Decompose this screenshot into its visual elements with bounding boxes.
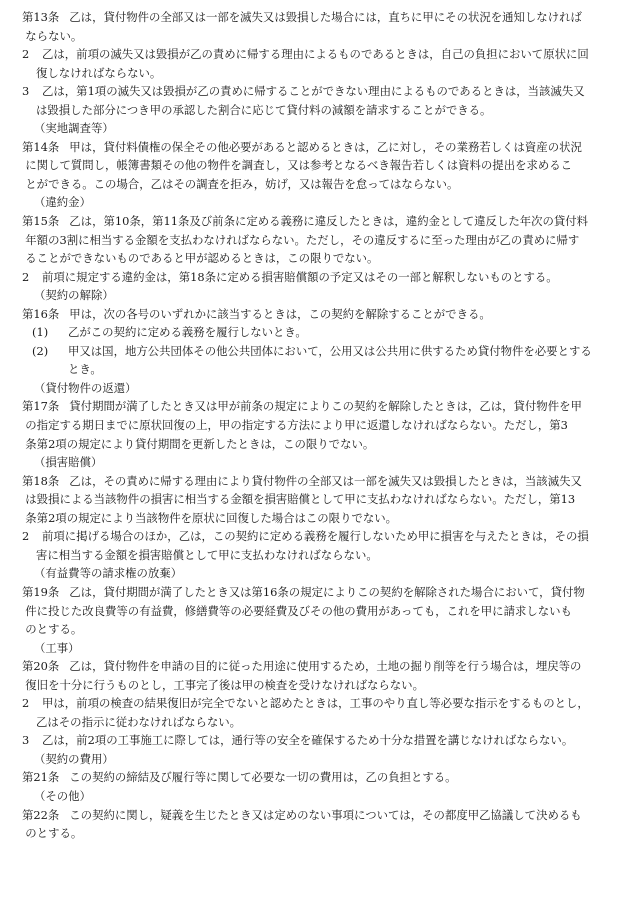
article-number: 第21条 — [22, 770, 60, 785]
paragraph — [22, 268, 610, 287]
text-line: 年額の3割に相当する金額を支払わなければならない。ただし，その違反するに至った理由が乙の責めに帰す — [25, 232, 580, 247]
text-line: は毀損による当該物件の損害に相当する金額を損害賠償として甲に支払わなければならない。ただし，第13 — [25, 492, 576, 507]
text-line: この契約の締結及び履行等に関して必要な一切の費用は，乙の負担とする。 — [69, 770, 457, 785]
article-main — [22, 305, 610, 324]
text-line: 乙は，第1項の滅失又は毀損が乙の責めに帰することができない理由によるものであるときは，当該滅失又 — [42, 84, 585, 99]
text-line: ることができないものであると甲が認めるときは，この限りでない。 — [25, 251, 379, 266]
item — [22, 342, 610, 379]
text-line: 乙は，貸付期間が満了したとき又は第16条の規定によりこの契約を解除された場合において，貸付物 — [69, 584, 585, 599]
text-line: 前項に掲げる場合のほか，乙は，この契約に定める義務を履行しないため甲に損害を与えたときは，その損 — [42, 529, 589, 544]
article-main — [22, 8, 610, 45]
article-第21条 — [22, 750, 610, 787]
text-line: ならない。 — [25, 28, 83, 43]
article-caption: （契約の費用） — [34, 751, 114, 766]
text-line: 甲は，前項の検査の結果復旧が完全でないと認めたときは，工事のやり直し等必要な指示をするものとし， — [42, 696, 589, 711]
text-line: 乙は，貸付物件の全部又は一部を滅失又は毀損した場合には，直ちに甲にその状況を通知しなければ — [69, 10, 582, 24]
text-line: 復旧を十分に行うものとし，工事完了後は甲の検査を受けなければならない。 — [25, 677, 424, 692]
paragraph-body — [42, 731, 610, 750]
text-line: 乙は，前項の滅失又は毀損が乙の責めに帰する理由によるものであるときは，自己の負担において原状に回 — [42, 47, 589, 62]
text-line: 前項に規定する違約金は，第18条に定める損害賠償額の予定又はその一部と解釈しないものとする。 — [42, 269, 558, 284]
paragraph-number: 2 — [22, 529, 30, 544]
text-line: 乙は，貸付物件を申請の目的に従った用途に使用するため，土地の掘り削等を行う場合は，埋戻等の — [69, 659, 582, 674]
article-number: 第13条 — [22, 10, 60, 24]
article-body — [69, 305, 610, 324]
text-line: に関して質問し，帳簿書類その他の物件を調査し，又は参考となるべき報告若しくは資料の提出を求めるこ — [25, 158, 573, 173]
paragraph-body — [42, 268, 610, 287]
paragraph-number: 2 — [22, 696, 30, 711]
text-line: 件に投じた改良費等の有益費，修繕費等の必要経費及びその他の費用があっても，これを甲に請求しないも — [25, 603, 572, 618]
article-number: 第16条 — [22, 306, 60, 321]
article-caption: （契約の解除） — [34, 288, 114, 303]
text-line: 復しなければならない。 — [36, 65, 162, 80]
article-number: 第18条 — [22, 473, 60, 488]
article-main — [22, 212, 610, 268]
article-caption: （貸付物件の返還） — [34, 380, 137, 395]
article-number: 第14条 — [22, 139, 60, 154]
article-第14条 — [22, 119, 610, 193]
paragraph — [22, 45, 610, 82]
text-line: のとする。 — [25, 826, 83, 841]
article-number: 第19条 — [22, 584, 60, 599]
article-main — [22, 397, 610, 453]
article-main — [22, 806, 610, 843]
article-caption: （違約金） — [34, 195, 91, 210]
article-main — [22, 768, 610, 787]
paragraph-number: 2 — [22, 47, 30, 62]
paragraph-number: 2 — [22, 269, 30, 284]
text-line: 乙は，前2項の工事施工に際しては，通行等の安全を確保するため十分な措置を講じなければならない。 — [42, 733, 574, 748]
text-line: の指定する期日までに原状回復の上，甲の指定する方法により甲に返還しなければならない。ただし，第3 — [25, 418, 568, 433]
article-caption: （有益費等の請求権の放棄） — [34, 566, 183, 581]
text-line: のとする。 — [25, 622, 83, 637]
article-第13条 — [22, 8, 610, 119]
item-body — [68, 323, 610, 342]
text-line: 甲又は国，地方公共団体その他公共団体において，公用又は公共用に供するため貸付物件を必要とする — [68, 343, 592, 358]
text-line: 甲は，貸付料債権の保全その他必要があると認めるときは，乙に対し，その業務若しくは資産の状況 — [69, 139, 582, 154]
article-第16条 — [22, 286, 610, 379]
text-line: この契約に関し，疑義を生じたとき又は定めのない事項については，その都度甲乙協議して決めるも — [69, 807, 582, 822]
text-line: 貸付期間が満了したとき又は甲が前条の規定によりこの契約を解除したときは，乙は，貸付物件を甲 — [69, 399, 582, 414]
text-line: とき。 — [68, 362, 102, 377]
article-caption: （実地調査等） — [34, 121, 114, 136]
text-line: 乙は，その責めに帰する理由により貸付物件の全部又は一部を滅失又は毀損したときは，当該滅失又 — [69, 473, 582, 488]
item-number: (2) — [32, 343, 49, 358]
paragraph-body — [36, 694, 610, 731]
paragraph — [22, 527, 610, 564]
paragraph — [22, 731, 610, 750]
item-number: (1) — [32, 325, 49, 340]
article-第17条 — [22, 379, 610, 453]
text-line: 甲は，次の各号のいずれかに該当するときは，この契約を解除することができる。 — [69, 306, 491, 321]
paragraph-number: 3 — [22, 84, 30, 99]
paragraph — [22, 82, 610, 119]
article-caption: （その他） — [34, 788, 91, 803]
article-caption: （損害賠償） — [34, 455, 103, 470]
text-line: 乙は，第10条，第11条及び前条に定める義務に違反したときは，違約金として違反した年次の貸付料 — [69, 214, 589, 229]
text-line: とができる。この場合，乙はその調査を拒み，妨げ，又は報告を怠ってはならない。 — [25, 176, 459, 191]
article-第19条 — [22, 564, 610, 638]
article-body — [69, 768, 610, 787]
paragraph — [22, 694, 610, 731]
paragraph-body — [36, 527, 610, 564]
contract-page — [22, 8, 610, 843]
article-number: 第20条 — [22, 659, 60, 674]
text-line: 乙はその指示に従わなければならない。 — [36, 714, 242, 729]
paragraph-number: 3 — [22, 733, 30, 748]
article-number: 第17条 — [22, 399, 60, 414]
text-line: 条第2項の規定により当該物件を原状に回復した場合はこの限りでない。 — [25, 510, 398, 525]
item — [22, 323, 610, 342]
article-main — [22, 583, 610, 639]
article-第20条 — [22, 639, 610, 750]
paragraph-body — [36, 82, 610, 119]
article-main — [22, 657, 610, 694]
text-line: 条第2項の規定により貸付期間を更新したときは，この限りでない。 — [25, 436, 375, 451]
text-line: 害に相当する金額を損害賠償として甲に支払わなければならない。 — [36, 547, 378, 562]
article-caption: （工事） — [34, 640, 80, 655]
article-main — [22, 472, 610, 528]
article-第22条 — [22, 787, 610, 843]
article-第15条 — [22, 193, 610, 286]
article-number: 第15条 — [22, 214, 60, 229]
text-line: 乙がこの契約に定める義務を履行しないとき。 — [68, 325, 307, 340]
paragraph-body — [36, 45, 610, 82]
article-第18条 — [22, 453, 610, 564]
article-number: 第22条 — [22, 807, 60, 822]
article-main — [22, 138, 610, 194]
text-line: は毀損した部分につき甲の承認した割合に応じて貸付料の減額を請求することができる。 — [36, 102, 492, 117]
item-body — [68, 342, 610, 379]
